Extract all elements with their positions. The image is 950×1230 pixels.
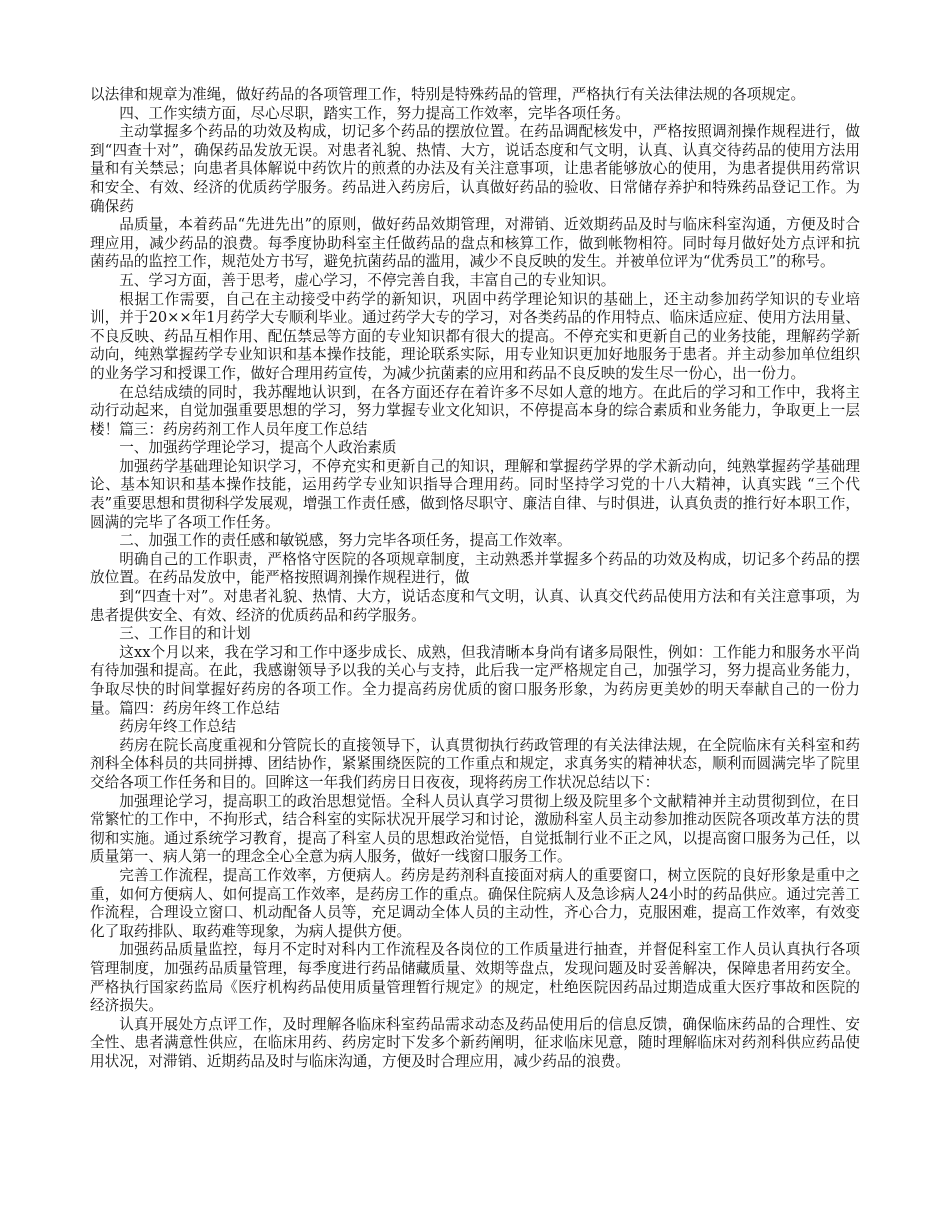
paragraph: 加强药学基础理论知识学习，不停充实和更新自己的知识，理解和掌握药学界的学术新动向，纯熟掌握药学基础理论、基本知识和基本操作技能，运用药学专业知识指导合理用药。同时坚持学习党的十八大精神，认真实践 “三个代表”重要思想和贯彻科学发展观，增强工作责任感，做到恪尽职守、廉洁自律、与时俱进，认真负责的推行好本职工作，圆满的完毕了各项工作任务。 [90, 457, 860, 531]
section-heading: 二、加强工作的责任感和敏锐感，努力完毕各项任务，提高工作效率。 [119, 532, 572, 550]
paragraph: 到“四查十对”。对患者礼貌、热情、大方，说话态度和气文明，认真、认真交代药品使用方法和有关注意事项，为患者提供安全、有效、经济的优质药品和药学服务。 [90, 588, 860, 624]
paragraph: 在总结成绩的同时，我苏醒地认识到，在各方面还存在着许多不尽如人意的地方。在此后的学习和工作中，我将主动行动起来，自觉加强重要思想的学习，努力掌握专业文化知识，不停提高本身的综合素质和业务能力，争取更上一层楼！篇三：药房药剂工作人员年度工作总结 [90, 383, 860, 438]
section-title: 药房年终工作总结 [119, 718, 236, 736]
paragraph: 完善工作流程，提高工作效率，方便病人。药房是药剂科直接面对病人的重要窗口，树立医院的良好形象是重中之重，如何方便病人、如何提高工作效率，是药房工作的重点。确保住院病人及急诊病人24小时的药品供应。通过完善工作流程，合理设立窗口、机动配备人员等，充足调动全体人员的主动性，齐心合力，克服困难，提高工作效率，有效变化了取药排队、取药难等现象，为病人提供方便。 [90, 866, 860, 940]
section-heading: 三、工作目的和计划 [119, 625, 251, 643]
paragraph: 明确自己的工作职责，严格恪守医院的各项规章制度，主动熟悉并掌握多个药品的功效及构成，切记多个药品的摆放位置。在药品发放中，能严格按照调剂操作规程进行，做 [90, 550, 860, 587]
paragraph: 加强理论学习，提高职工的政治思想觉悟。全科人员认真学习贯彻上级及院里多个文献精神并主动贯彻到位，在日常繁忙的工作中，不拘形式，结合科室的实际状况开展学习和讨论，激励科室人员主动参加推动医院各项改革方法的贯彻和实施。通过系统学习教育，提高了科室人员的思想政治觉悟，自觉抵制行业不正之风，以提高窗口服务为己任，以质量第一、病人第一的理念全心全意为病人服务，做好一线窗口服务工作。 [90, 792, 860, 866]
paragraph: 药房在院长高度重视和分管院长的直接领导下，认真贯彻执行药政管理的有关法律法规，在全院临床有关科室和药剂科全体科员的共同拼搏、团结协作，紧紧围绕医院的工作重点和规定，求真务实的精神状态，顺利而圆满完毕了院里交给各项工作任务和目的。回眸这一年我们药房日日夜夜，现将药房工作状况总结以下： [90, 736, 860, 791]
paragraph: 品质量，本着药品“先进先出”的原则，做好药品效期管理，对滞销、近效期药品及时与临床科室沟通，方便及时合理应用，减少药品的浪费。每季度协助科室主任做药品的盘点和核算工作，做到帐物相符。同时每月做好处方点评和抗菌药品的监控工作，规范处方书写，避免抗菌药品的滥用，减少不良反映的发生。并被单位评为“优秀员工”的称号。 [90, 216, 860, 271]
section-heading: 四、工作实绩方面，尽心尽职，踏实工作，努力提高工作效率，完毕各项任务。 [119, 104, 630, 122]
paragraph: 主动掌握多个药品的功效及构成，切记多个药品的摆放位置。在药品调配核发中，严格按照调剂操作规程进行，做到“四查十对”，确保药品发放无误。对患者礼貌、热情、大方，说话态度和气文明，认真、认真交待药品的使用方法用量和有关禁忌；向患者具体解说中药饮片的煎煮的办法及有关注意事项，让患者能够放心的使用，为患者提供用药常识和安全、有效、经济的优质药学服务。药品进入药房后，认真做好药品的验收、日常储存养护和特殊药品登记工作。为确保药 [90, 123, 860, 215]
paragraph: 加强药品质量监控，每月不定时对科内工作流程及各岗位的工作质量进行抽查，并督促科室工作人员认真执行各项管理制度，加强药品质量管理，每季度进行药品储藏质量、效期等盘点，发现问题及时妥善解决，保障患者用药安全。严格执行国家药监局《医疗机构药品使用质量管理暂行规定》的规定，杜绝医院因药品过期造成重大医疗事故和医院的经济损失。 [90, 941, 860, 1015]
section-heading: 一、加强药学理论学习，提高个人政治素质 [119, 439, 397, 457]
paragraph: 以法律和规章为准绳，做好药品的各项管理工作，特别是特殊药品的管理，严格执行有关法律法规的各项规定。 [90, 86, 806, 103]
paragraph: 根据工作需要，自己在主动接受中药学的新知识，巩固中药学理论知识的基础上，还主动参加药学知识的专业培训，并于20××年1月药学大专顺利毕业。通过药学大专的学习，对各类药品的作用特点、临床适应症、使用方法用量、不良反映、药品互相作用、配伍禁忌等方面的专业知识都有很大的提高。不停充实和更新自己的业务技能，理解药学新动向，纯熟掌握药学专业知识和基本操作技能，理论联系实际，用专业知识更加好地服务于患者。并主动参加单位组织的业务学习和授课工作，做好合理用药宣传，为减少抗菌素的应用和药品不良反映的发生尽一份心，出一份力。 [90, 290, 860, 382]
section-heading: 五、学习方面，善于思考，虚心学习，不停完善自我，丰富自己的专业知识。 [119, 271, 616, 289]
paragraph: 这xx个月以来，我在学习和工作中逐步成长、成熟，但我清晰本身尚有诸多局限性，例如：工作能力和服务水平尚有待加强和提高。在此，我感谢领导予以我的关心与支持，此后我一定严格规定自己，加强学习，努力提高业务能力，争取尽快的时间掌握好药房的各项工作。全力提高药房优质的窗口服务形象，为药房更美妙的明天奉献自己的一份力量。篇四：药房年终工作总结 [90, 643, 860, 717]
paragraph: 认真开展处方点评工作，及时理解各临床科室药品需求动态及药品使用后的信息反馈，确保临床药品的合理性、安全性、患者满意性供应，在临床用药、药房定时下发多个新药阐明，征求临床见意，随时理解临床对药剂科供应药品使用状况，对滞销、近期药品及时与临床沟通，方便及时合理应用，减少药品的浪费。 [90, 1015, 860, 1070]
